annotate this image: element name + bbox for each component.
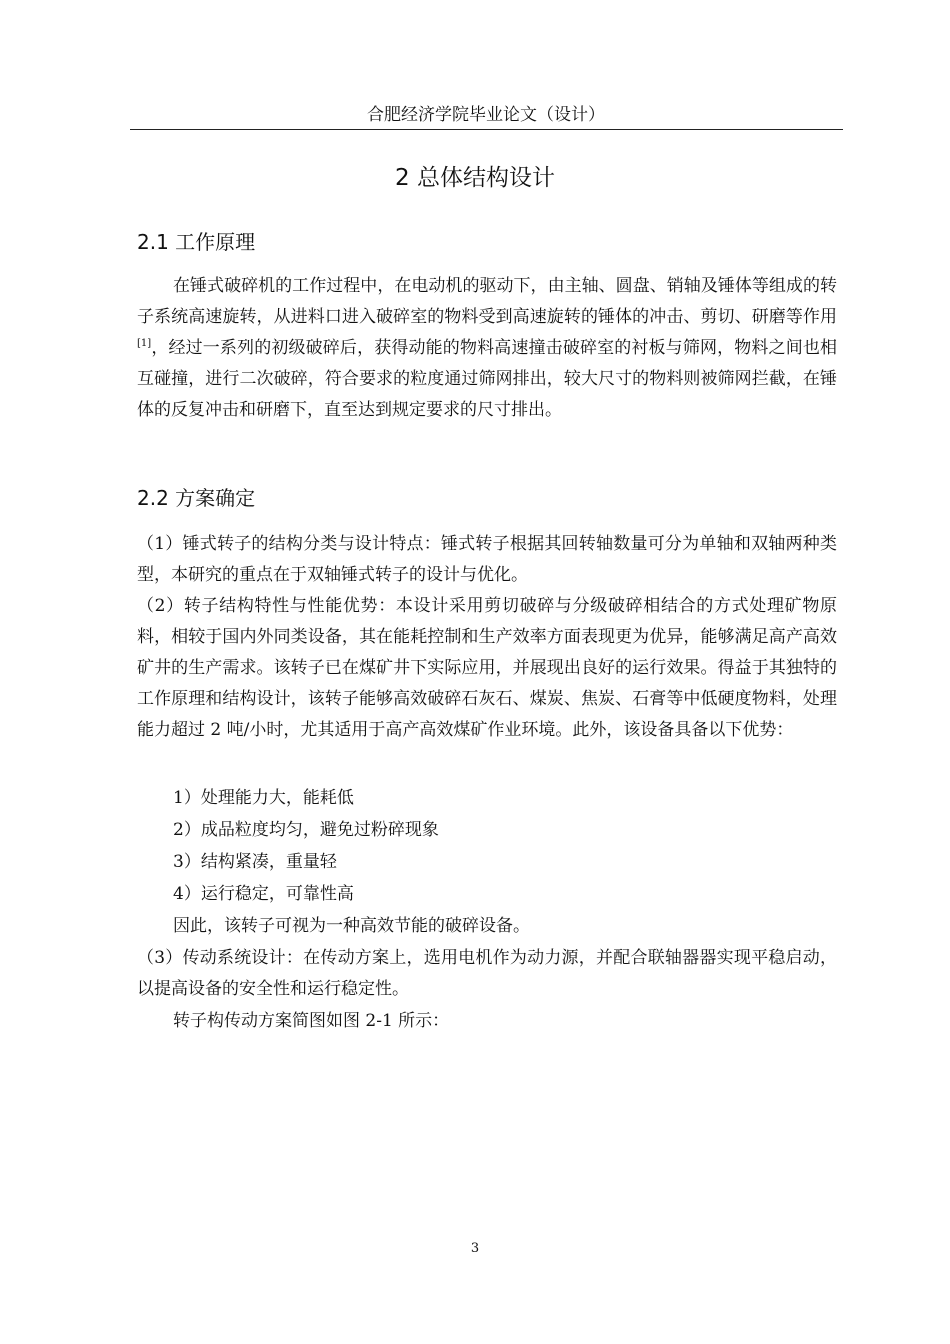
paragraph-text-part-1: 在锤式破碎机的工作过程中，在电动机的驱动下，由主轴、圆盘、销轴及锤体等组成的转子系统高速旋转，从进料口进入破碎室的物料受到高速旋转的锤体的冲击、剪切、研磨等作用: [137, 276, 837, 327]
advantage-item-2: 2）成品粒度均匀，避免过粉碎现象: [173, 820, 439, 840]
citation-ref: [1]: [137, 338, 152, 349]
paragraph-point-2: （2）转子结构特性与性能优势：本设计采用剪切破碎与分级破碎相结合的方式处理矿物原料，相较于国内外同类设备，其在能耗控制和生产效率方面表现更为优异，能够满足高产高效矿井的生产需求。该转子已在煤矿井下实际应用，并展现出良好的运行效果。得益于其独特的工作原理和结构设计，该转子能够高效破碎石灰石、煤炭、焦炭、石膏等中低硬度物料，处理能力超过 2 吨/小时，尤其适用于高产高效煤矿作业环境。此外，该设备具备以下优势：: [137, 596, 837, 740]
advantage-item-1: 1）处理能力大，能耗低: [173, 788, 354, 808]
section-title-2-2: 2.2 方案确定: [137, 486, 256, 510]
paragraph-text-part-2: ，经过一系列的初级破碎后，获得动能的物料高速撞击破碎室的衬板与筛网，物料之间也相互碰撞，进行二次破碎，符合要求的粒度通过筛网排出，较大尺寸的物料则被筛网拦截，在锤体的反复冲击和研磨下，直至达到规定要求的尺寸排出。: [137, 338, 837, 420]
paragraph-working-principle: [137, 271, 837, 426]
paragraph-point-3: （3）传动系统设计：在传动方案上，选用电机作为动力源，并配合联轴器器实现平稳启动，以提高设备的安全性和运行稳定性。: [137, 948, 837, 999]
header-divider: [130, 129, 843, 130]
advantage-item-3: 3）结构紧凑，重量轻: [173, 852, 337, 872]
chapter-title: 2 总体结构设计: [395, 165, 555, 191]
paragraph-figure-ref: 转子构传动方案简图如图 2-1 所示：: [173, 1011, 450, 1031]
section-title-2-1: 2.1 工作原理: [137, 230, 256, 254]
page-header: 合肥经济学院毕业论文（设计）: [367, 105, 605, 125]
page-number: 3: [470, 1241, 480, 1256]
paragraph-point-1: （1）锤式转子的结构分类与设计特点：锤式转子根据其回转轴数量可分为单轴和双轴两种类型，本研究的重点在于双轴锤式转子的设计与优化。: [137, 534, 837, 585]
paragraph-conclusion: 因此，该转子可视为一种高效节能的破碎设备。: [173, 916, 530, 936]
advantage-item-4: 4）运行稳定，可靠性高: [173, 884, 354, 904]
